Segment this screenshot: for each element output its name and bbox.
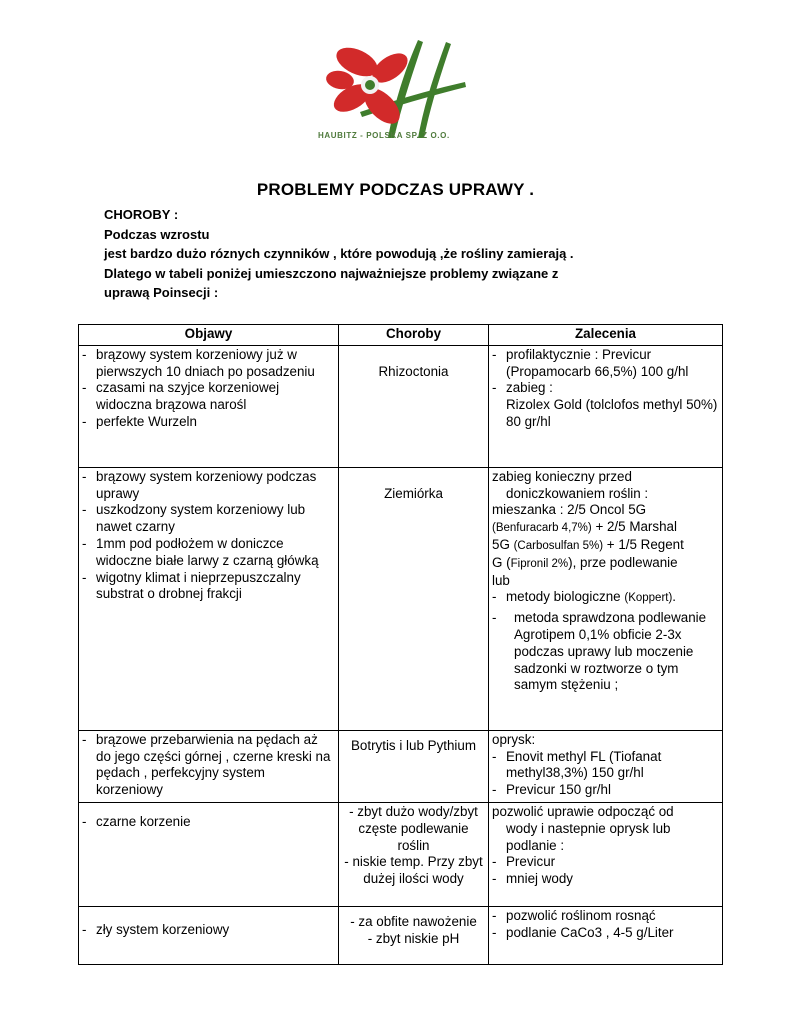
symptom-item: - brązowy system korzeniowy już w pierwszych 10 dniach po posadzeniu: [82, 347, 335, 381]
recommendation-line: oprysk:: [492, 731, 536, 747]
symptom-item: - brązowy system korzeniowy podczas uprawy: [82, 469, 335, 503]
zalecenia-cell: [489, 906, 723, 964]
recommendation-text: G (: [492, 554, 511, 570]
recommendation-item: - Previcur: [492, 854, 719, 871]
symptom-item: - wigotny klimat i nieprzepuszczalny substrat o drobnej frakcji: [82, 570, 335, 604]
problems-table: [78, 324, 723, 965]
recommendation-line: doniczkowaniem roślin :: [506, 485, 649, 501]
intro-line: uprawą Poinsecji :: [104, 285, 219, 300]
recommendation-text: .: [672, 589, 677, 605]
table-row: [79, 345, 723, 467]
recommendation-item: [492, 610, 719, 694]
zalecenia-cell: [489, 730, 723, 802]
recommendation-item: - zabieg :: [492, 380, 719, 397]
ingredient-note: (Carbosulfan 5%): [513, 539, 604, 552]
ingredient-note: (Benfuracarb 4,7%): [492, 522, 592, 535]
cause-item: - za obfite nawożenie: [350, 913, 477, 929]
page-title: PROBLEMY PODCZAS UPRAWY .: [256, 180, 535, 199]
recommendation-item: - Previcur 150 gr/hl: [492, 782, 719, 799]
recommendation-item: - mniej wody: [492, 871, 719, 888]
zalecenia-cell: [489, 345, 723, 467]
choroby-cell: [339, 906, 489, 964]
objawy-cell: [79, 345, 339, 467]
symptom-item: - brązowe przebarwienia na pędach aż do jego części górnej , czerne kreski na pędach , perfekcyjny system korzeniowy: [82, 732, 335, 799]
intro-line: jest bardzo dużo róznych czynników , które powodują ,że rośliny zamierają .: [104, 246, 574, 261]
symptom-item: - uszkodzony system korzeniowy lub nawet czarny: [82, 502, 335, 536]
choroby-cell: [339, 730, 489, 802]
symptom-item: - zły system korzeniowy: [82, 922, 335, 939]
table-row: [79, 906, 723, 964]
table-row: [79, 467, 723, 730]
objawy-cell: [79, 802, 339, 906]
symptom-item: - czasami na szyjce korzeniowej widoczna brązowa narośl: [82, 380, 335, 414]
intro-line: Dlatego w tabeli poniżej umieszczono najważniejsze problemy związane z: [104, 265, 559, 281]
recommendation-line: wody i nastepnie oprysk lub: [506, 820, 671, 836]
recommendation-line: [492, 555, 719, 573]
ingredient-note: (Koppert): [624, 592, 673, 605]
recommendation-text: ), prze podlewanie: [568, 554, 678, 570]
cause-item: - zbyt dużo wody/zbyt częste podlewanie roślin: [349, 803, 478, 853]
table-header-row: [79, 325, 723, 346]
zalecenia-cell: [489, 802, 723, 906]
symptom-item: - 1mm pod podłożem w doniczce widoczne białe larwy z czarną główką: [82, 536, 335, 570]
recommendation-text: + 1/5 Regent: [603, 536, 684, 552]
recommendation-line: zabieg konieczny przed: [492, 468, 632, 484]
symptom-item: - perfekte Wurzeln: [82, 414, 335, 431]
objawy-cell: [79, 467, 339, 730]
table-row: [79, 802, 723, 906]
choroby-cell: [339, 802, 489, 906]
recommendation-item: - podlanie CaCo3 , 4-5 g/Liter: [492, 925, 719, 942]
disease-name: Rhizoctonia: [378, 363, 449, 379]
recommendation-line: pozwolić uprawie odpocząć od: [492, 803, 674, 819]
zalecenia-cell: [489, 467, 723, 730]
recommendation-text: 5G: [492, 536, 514, 552]
cause-item: - niskie temp. Przy zbyt dużej ilości wody: [344, 854, 483, 887]
table-row: [79, 730, 723, 802]
intro-text: [104, 205, 574, 303]
recommendation-item: - pozwolić roślinom rosnąć: [492, 908, 719, 925]
recommendation-text: - metoda sprawdzona podlewanie Agrotipem 0,1% obficie 2-3x podczas uprawy lub moczenie sadzonki w roztworze o tym samym stężeniu ;: [514, 610, 707, 693]
recommendation-line: podlanie :: [506, 837, 565, 853]
recommendation-item: [492, 589, 719, 607]
recommendation-text: metody biologiczne: [506, 589, 625, 605]
recommendation-item: - Enovit methyl FL (Tiofanat methyl38,3%) 150 gr/hl: [492, 749, 719, 783]
intro-line: CHOROBY :: [104, 207, 179, 222]
disease-name: Botrytis i lub Pythium: [350, 737, 477, 753]
recommendation-text: + 2/5 Marshal: [591, 519, 677, 535]
recommendation-detail: Rizolex Gold (tolclofos methyl 50%) 80 gr/hl: [506, 397, 718, 429]
recommendation-line: [492, 537, 719, 555]
header-objawy: Objawy: [79, 325, 339, 346]
ingredient-note: Fipronil 2%: [510, 557, 569, 570]
header-choroby: Choroby: [339, 325, 489, 346]
objawy-cell: [79, 906, 339, 964]
recommendation-item: - profilaktycznie : Previcur (Propamocarb 66,5%) 100 g/hl: [492, 347, 719, 381]
disease-name: Ziemiórka: [384, 485, 443, 501]
recommendation-line: mieszanka : 2/5 Oncol 5G: [492, 502, 647, 518]
symptom-item: - czarne korzenie: [82, 814, 335, 831]
choroby-cell: [339, 345, 489, 467]
objawy-cell: [79, 730, 339, 802]
choroby-cell: [339, 467, 489, 730]
cause-item: - zbyt niskie pH: [367, 930, 460, 946]
recommendation-line: [492, 519, 719, 537]
recommendation-line: lub: [492, 572, 510, 588]
intro-line: Podczas wzrostu: [104, 226, 210, 242]
header-zalecenia: Zalecenia: [489, 325, 723, 346]
company-name: HAUBITZ - POLSKA SP. Z O.O.: [318, 131, 450, 140]
